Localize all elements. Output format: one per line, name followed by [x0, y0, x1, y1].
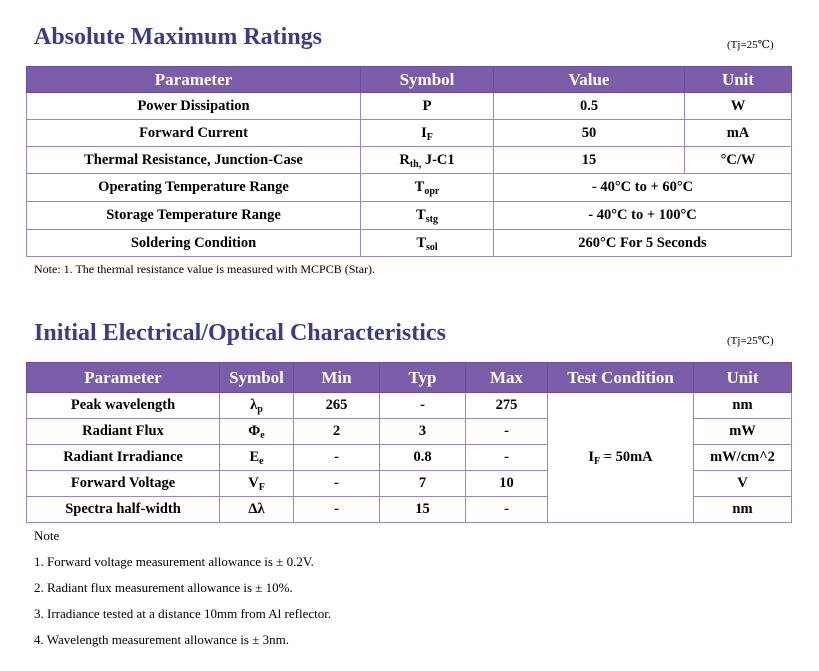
value-cell: 15	[494, 147, 685, 174]
note-item: 1. Forward voltage measurement allowance is ± 0.2V.	[34, 554, 314, 569]
param-cell: Power Dissipation	[27, 93, 361, 120]
param-cell: Thermal Resistance, Junction-Case	[27, 147, 361, 174]
symbol-cell: $T_{sol}$	[361, 230, 494, 257]
elec-header-unit: Unit	[694, 363, 792, 393]
symbol-cell: $E_e$	[220, 445, 294, 471]
value-cell: 260°C For 5 Seconds	[494, 230, 792, 257]
min-cell: -	[294, 497, 380, 523]
typ-cell: 0.8	[380, 445, 466, 471]
abs-condition: (Tj=25℃)	[727, 39, 774, 51]
min-cell: -	[294, 471, 380, 497]
unit-cell: W	[685, 93, 792, 120]
table-row	[27, 120, 792, 147]
table-row	[27, 230, 792, 257]
unit-cell: mW/cm^2	[694, 445, 792, 471]
symbol-cell: $\Phi_e$	[220, 419, 294, 445]
param-cell: Operating Temperature Range	[27, 174, 361, 202]
elec-header-parameter: Parameter	[27, 363, 220, 393]
param-cell: Radiant Irradiance	[27, 445, 220, 471]
unit-cell: mA	[685, 120, 792, 147]
symbol-cell: $V_F$	[220, 471, 294, 497]
max-cell: -	[466, 445, 548, 471]
elec-condition: (Tj=25℃)	[727, 335, 774, 347]
value-cell: 50	[494, 120, 685, 147]
symbol-cell: $T_{opr}$	[361, 174, 494, 202]
elec-header-test-condition: Test Condition	[548, 363, 694, 393]
abs-max-title: Absolute Maximum Ratings	[34, 24, 323, 50]
unit-cell: nm	[694, 393, 792, 419]
table-row	[27, 147, 792, 174]
param-cell: Soldering Condition	[27, 230, 361, 257]
abs-header-parameter: Parameter	[27, 67, 361, 93]
value-cell: 0.5	[494, 93, 685, 120]
symbol-cell: $I_F$	[361, 120, 494, 147]
max-cell: -	[466, 497, 548, 523]
elec-header-symbol: Symbol	[220, 363, 294, 393]
symbol-cell: P	[361, 93, 494, 120]
param-cell: Storage Temperature Range	[27, 202, 361, 230]
value-cell: - 40°C to + 100°C	[494, 202, 792, 230]
max-cell: -	[466, 419, 548, 445]
typ-cell: 3	[380, 419, 466, 445]
test-condition-cell: $I_F = 50mA$	[548, 393, 694, 523]
param-cell: Peak wavelength	[27, 393, 220, 419]
abs-max-table	[26, 66, 792, 257]
symbol-cell: $R_{th,}$ J-C1	[361, 147, 494, 174]
max-cell: 10	[466, 471, 548, 497]
table-row	[27, 393, 792, 419]
table-row	[27, 93, 792, 120]
param-cell: Forward Current	[27, 120, 361, 147]
min-cell: -	[294, 445, 380, 471]
typ-cell: 7	[380, 471, 466, 497]
symbol-cell: $T_{stg}$	[361, 202, 494, 230]
typ-cell: 15	[380, 497, 466, 523]
value-cell: - 40°C to + 60°C	[494, 174, 792, 202]
param-cell: Radiant Flux	[27, 419, 220, 445]
notes-heading: Note	[34, 528, 60, 543]
unit-cell: °C/W	[685, 147, 792, 174]
elec-header-min: Min	[294, 363, 380, 393]
note-item: 2. Radiant flux measurement allowance is ± 10%.	[34, 580, 293, 595]
symbol-cell: Δλ	[220, 497, 294, 523]
elec-header-max: Max	[466, 363, 548, 393]
unit-cell: V	[694, 471, 792, 497]
param-cell: Spectra half-width	[27, 497, 220, 523]
note-item: 3. Irradiance tested at a distance 10mm from Al reflector.	[34, 606, 332, 621]
unit-cell: mW	[694, 419, 792, 445]
elec-title: Initial Electrical/Optical Characteristics	[34, 320, 446, 346]
param-cell: Forward Voltage	[27, 471, 220, 497]
abs-header-unit: Unit	[685, 67, 792, 93]
elec-table	[26, 362, 792, 523]
abs-header-symbol: Symbol	[361, 67, 494, 93]
max-cell: 275	[466, 393, 548, 419]
table-row	[27, 174, 792, 202]
elec-header-typ: Typ	[380, 363, 466, 393]
table-row	[27, 202, 792, 230]
symbol-cell: $\lambda_p$	[220, 393, 294, 419]
abs-note: Note: 1. The thermal resistance value is measured with MCPCB (Star).	[34, 262, 376, 276]
abs-header-value: Value	[494, 67, 685, 93]
min-cell: 265	[294, 393, 380, 419]
unit-cell: nm	[694, 497, 792, 523]
min-cell: 2	[294, 419, 380, 445]
note-item: 4. Wavelength measurement allowance is ± 3nm.	[34, 632, 289, 647]
typ-cell: -	[380, 393, 466, 419]
